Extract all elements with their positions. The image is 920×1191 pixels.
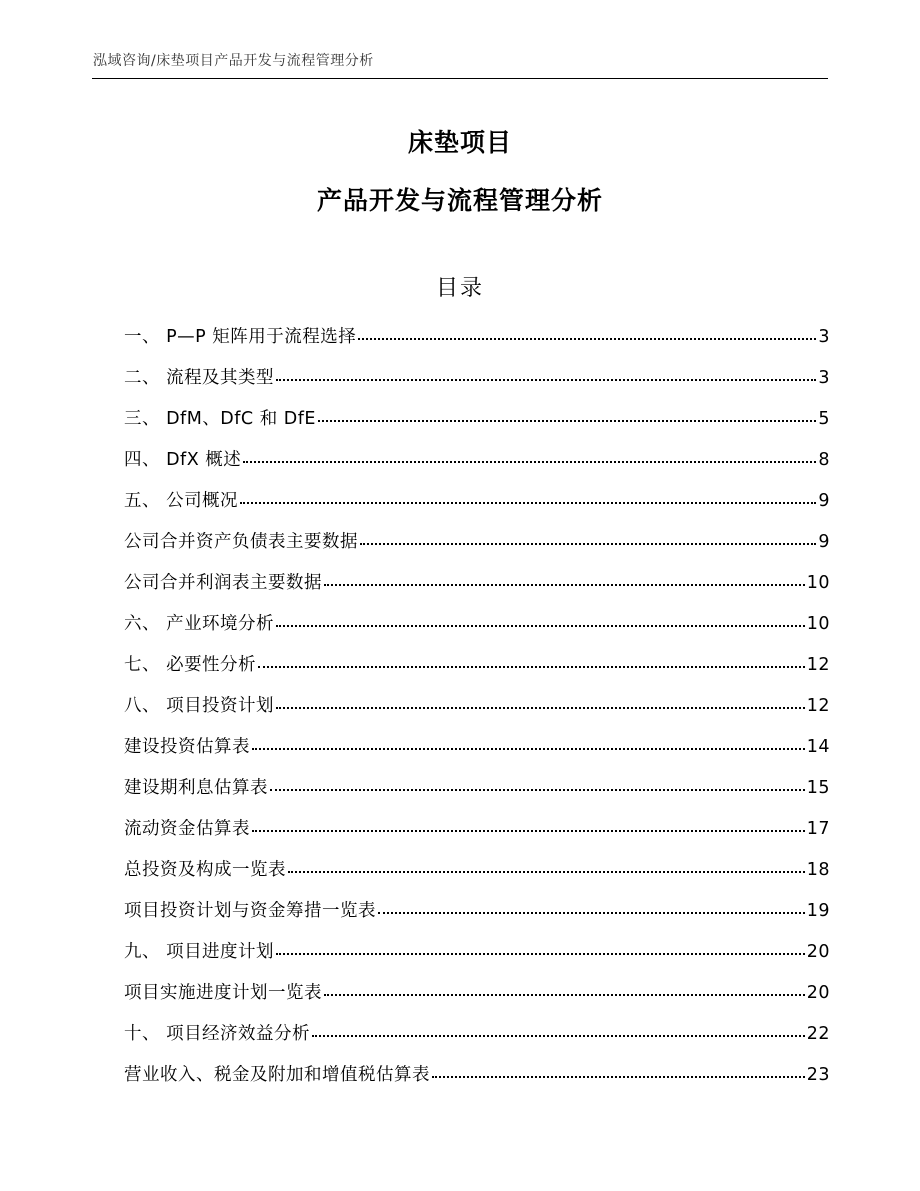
toc-dot-leader xyxy=(258,664,805,668)
toc-entry-label: 十、 项目经济效益分析 xyxy=(124,1024,311,1044)
toc-entry-label: 四、 DfX 概述 xyxy=(124,450,242,470)
toc-entry[interactable] xyxy=(124,812,830,853)
toc-entry-label: 八、 项目投资计划 xyxy=(124,696,275,716)
toc-entry-label: 项目实施进度计划一览表 xyxy=(124,983,322,1003)
toc-entry-page: 19 xyxy=(806,901,830,921)
toc-dot-leader xyxy=(243,459,816,463)
toc-dot-leader xyxy=(276,377,816,381)
toc-entry[interactable] xyxy=(124,1058,830,1099)
header-divider xyxy=(92,78,828,79)
toc-entry[interactable] xyxy=(124,771,830,812)
toc-entry-page: 5 xyxy=(818,409,830,429)
toc-entry-label: 五、 公司概况 xyxy=(124,491,239,511)
toc-entry-label: 二、 流程及其类型 xyxy=(124,368,275,388)
toc-entry-page: 3 xyxy=(818,368,830,388)
toc-entry-page: 12 xyxy=(806,655,830,675)
toc-entry-label: 项目投资计划与资金筹措一览表 xyxy=(124,901,376,921)
toc-entry[interactable] xyxy=(124,443,830,484)
toc-dot-leader xyxy=(252,828,805,832)
toc-entry[interactable] xyxy=(124,689,830,730)
toc-dot-leader xyxy=(360,541,816,545)
toc-entry-page: 18 xyxy=(806,860,830,880)
toc-entry-label: 建设投资估算表 xyxy=(124,737,250,757)
toc-entry-page: 20 xyxy=(806,983,830,1003)
table-of-contents xyxy=(124,320,830,1099)
toc-entry[interactable] xyxy=(124,361,830,402)
toc-dot-leader xyxy=(240,500,816,504)
toc-entry-page: 10 xyxy=(806,573,830,593)
toc-dot-leader xyxy=(324,582,805,586)
toc-entry-label: 六、 产业环境分析 xyxy=(124,614,275,634)
toc-entry-page: 9 xyxy=(818,491,830,511)
toc-dot-leader xyxy=(276,951,805,955)
toc-entry[interactable] xyxy=(124,976,830,1017)
toc-entry[interactable] xyxy=(124,935,830,976)
toc-entry-page: 10 xyxy=(806,614,830,634)
toc-entry-page: 23 xyxy=(806,1065,830,1085)
toc-dot-leader xyxy=(324,992,805,996)
toc-entry-page: 20 xyxy=(806,942,830,962)
toc-entry-label: 七、 必要性分析 xyxy=(124,655,257,675)
toc-dot-leader xyxy=(252,746,805,750)
toc-entry-page: 12 xyxy=(806,696,830,716)
toc-entry[interactable] xyxy=(124,320,830,361)
toc-dot-leader xyxy=(378,910,805,914)
toc-entry-label: 流动资金估算表 xyxy=(124,819,250,839)
toc-entry-page: 17 xyxy=(806,819,830,839)
toc-entry[interactable] xyxy=(124,484,830,525)
toc-dot-leader xyxy=(270,787,805,791)
toc-dot-leader xyxy=(358,336,816,340)
toc-entry[interactable] xyxy=(124,1017,830,1058)
toc-entry-label: 营业收入、税金及附加和增值税估算表 xyxy=(124,1065,430,1085)
toc-entry[interactable] xyxy=(124,648,830,689)
toc-entry-label: 一、 P—P 矩阵用于流程选择 xyxy=(124,327,357,347)
toc-entry[interactable] xyxy=(124,402,830,443)
toc-entry-label: 总投资及构成一览表 xyxy=(124,860,286,880)
toc-entry[interactable] xyxy=(124,853,830,894)
toc-entry-label: 建设期利息估算表 xyxy=(124,778,268,798)
toc-heading: 目录 xyxy=(435,276,484,301)
toc-entry[interactable] xyxy=(124,525,830,566)
toc-entry[interactable] xyxy=(124,607,830,648)
toc-entry-page: 9 xyxy=(818,532,830,552)
toc-dot-leader xyxy=(432,1074,805,1078)
toc-entry-page: 14 xyxy=(806,737,830,757)
toc-entry-page: 22 xyxy=(806,1024,830,1044)
toc-entry-label: 公司合并利润表主要数据 xyxy=(124,573,322,593)
toc-entry-label: 三、 DfM、DfC 和 DfE xyxy=(124,409,316,429)
running-header: 泓域咨询/床垫项目产品开发与流程管理分析 xyxy=(93,53,374,69)
toc-entry-page: 8 xyxy=(818,450,830,470)
toc-dot-leader xyxy=(312,1033,805,1037)
toc-dot-leader xyxy=(318,418,816,422)
toc-entry[interactable] xyxy=(124,894,830,935)
toc-entry-page: 3 xyxy=(818,327,830,347)
toc-dot-leader xyxy=(276,623,805,627)
toc-entry[interactable] xyxy=(124,730,830,771)
toc-entry-label: 公司合并资产负债表主要数据 xyxy=(124,532,358,552)
toc-entry-label: 九、 项目进度计划 xyxy=(124,942,275,962)
toc-entry-page: 15 xyxy=(806,778,830,798)
document-title-line-2: 产品开发与流程管理分析 xyxy=(316,186,603,215)
toc-dot-leader xyxy=(288,869,805,873)
document-title-line-1: 床垫项目 xyxy=(407,128,512,157)
toc-dot-leader xyxy=(276,705,805,709)
toc-entry[interactable] xyxy=(124,566,830,607)
